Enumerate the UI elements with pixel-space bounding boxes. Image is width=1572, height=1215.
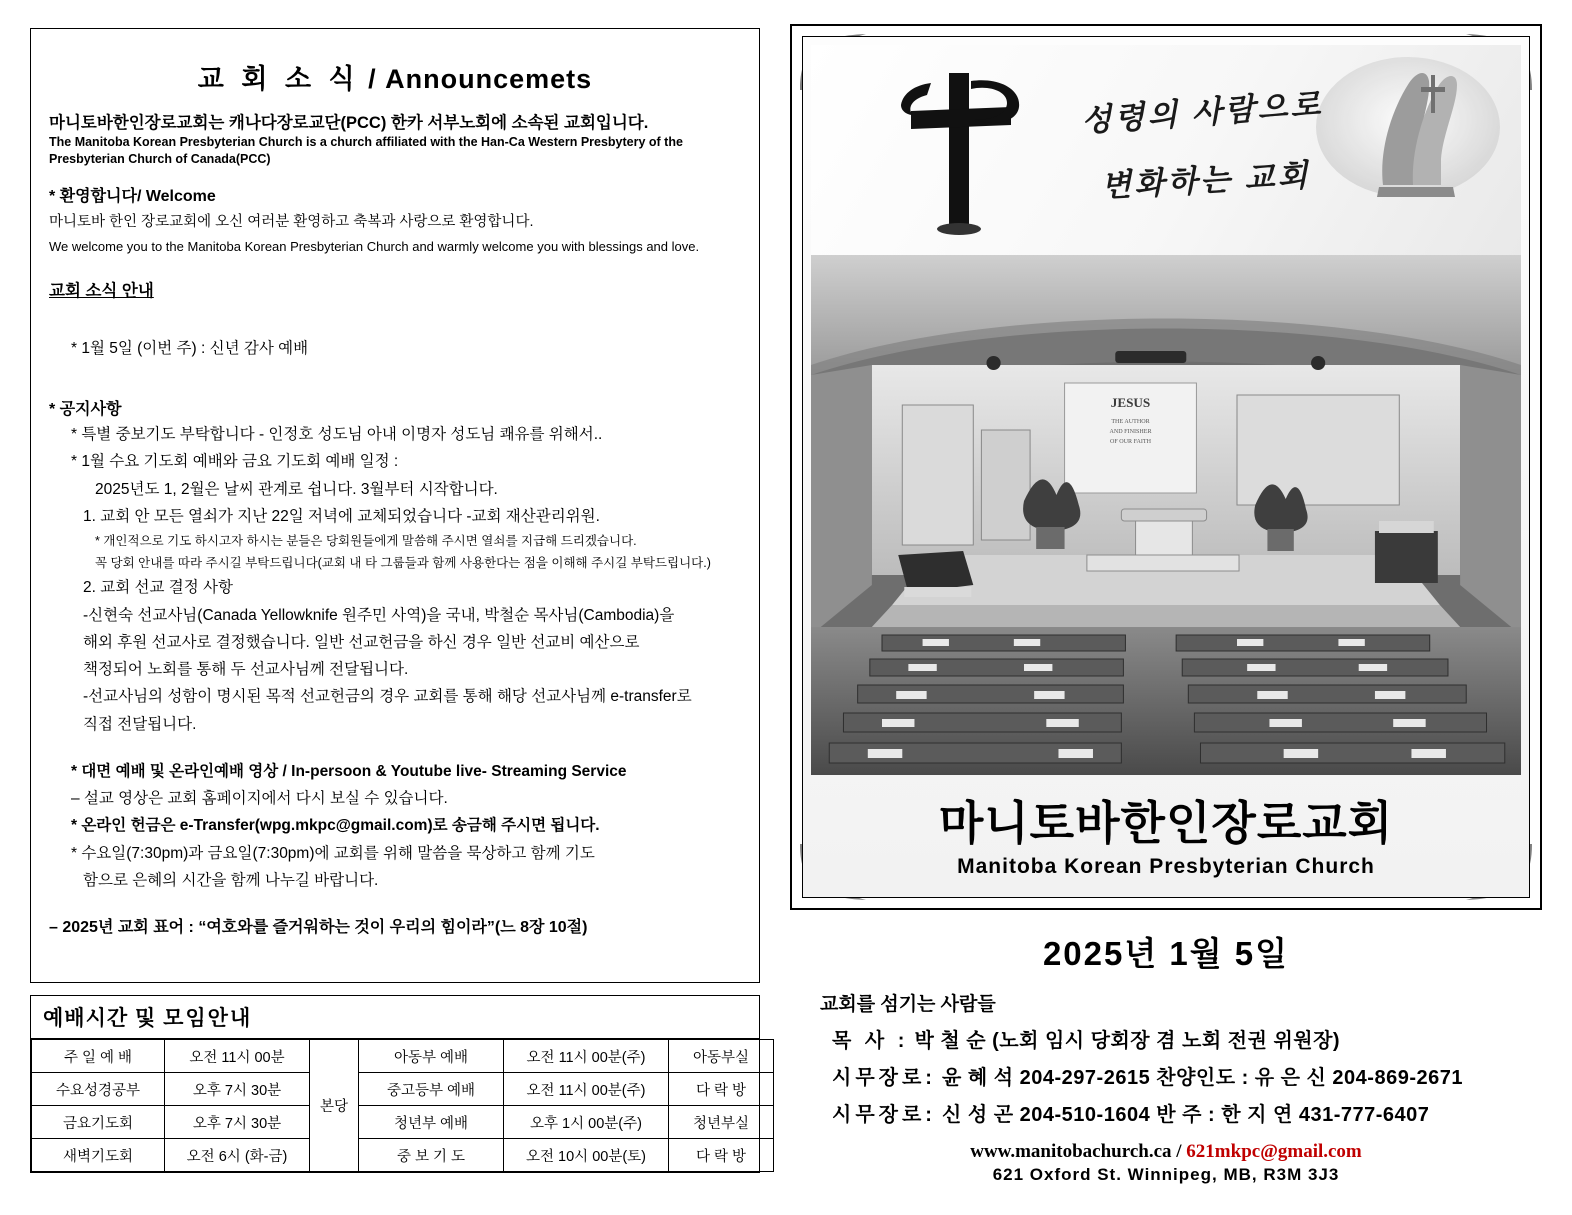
welcome-heading: * 환영합니다/ Welcome <box>49 187 216 205</box>
cover-column <box>790 24 1542 1194</box>
cell-group-location: 아동부실 <box>669 1040 774 1073</box>
servant-label: 시무장로: <box>832 1104 936 1126</box>
cell-service-time: 오후 7시 30분 <box>165 1073 310 1106</box>
bulletin-date: 2025년 1월 5일 <box>1042 935 1290 972</box>
prayer-time-line-2: 함으로 은혜의 시간을 함께 나누길 바랍니다. <box>83 871 379 889</box>
servants-heading: 교회를 섬기는 사람들 <box>820 994 996 1015</box>
cell-service-location: 본당 <box>310 1040 359 1172</box>
cell-service-name: 금요기도회 <box>32 1106 165 1139</box>
schedule-title-main: 예배시간 및 <box>43 1007 157 1030</box>
cell-group-time: 오후 1시 00분(주) <box>504 1106 669 1139</box>
servant-row-elder-1 <box>790 1061 1542 1090</box>
schedule-box <box>30 995 760 1173</box>
website-link[interactable]: www.manitobachurch.ca <box>970 1141 1172 1162</box>
cell-group-time: 오전 10시 00분(토) <box>504 1139 669 1172</box>
cell-group-name: 청년부 예배 <box>359 1106 504 1139</box>
calligraphy-line-1: 성령의 사람으로 <box>1080 86 1325 139</box>
servant-value: 윤 혜 석 204-297-2615 찬양인도 : 유 은 신 204-869-2671 <box>942 1067 1463 1089</box>
praying-hands-icon <box>1313 55 1503 205</box>
notice-item-5: * 개인적으로 기도 하시고자 하시는 분들은 당회원들에게 말씀해 주시면 열쇠를 지급해 드리겠습니다. <box>95 534 637 549</box>
servant-value: 박 철 순 (노회 임시 당회장 겸 노회 전권 위원장) <box>914 1030 1341 1052</box>
church-name-korean: 마니토바한인장로교회 <box>938 797 1394 849</box>
affiliation-english: The Manitoba Korean Presbyterian Church is a church affiliated with the Han-Ca Western Presbytery of the Presbyterian Church of Canada(PCC) <box>49 135 683 166</box>
table-row <box>32 1073 774 1106</box>
servant-row-pastor <box>790 1024 1542 1053</box>
notice-item-8: -신현숙 선교사님(Canada Yellowknife 원주민 사역)을 국내, 박철순 목사님(Cambodia)을 <box>83 606 675 624</box>
cover-inner <box>802 36 1530 898</box>
notice-heading: * 공지사항 <box>49 401 122 419</box>
table-row <box>32 1139 774 1172</box>
svg-text:AND FINISHER: AND FINISHER <box>1109 429 1152 435</box>
email-link[interactable]: 621mkpc@gmail.com <box>1186 1141 1362 1162</box>
affiliation-korean: 마니토바한인장로교회는 캐나다장로교단(PCC) 한카 서부노회에 소속된 교회입니다. <box>49 114 649 132</box>
cell-service-name: 새벽기도회 <box>32 1139 165 1172</box>
schedule-title <box>31 996 759 1039</box>
cell-group-name: 아동부 예배 <box>359 1040 504 1073</box>
cell-service-time: 오전 11시 00분 <box>165 1040 310 1073</box>
streaming-heading: * 대면 예배 및 온라인예배 영상 / In-persoon & Youtube live- Streaming Service <box>71 762 627 780</box>
announcements-title-separator: / <box>359 64 386 94</box>
news-item-1: * 1월 5일 (이번 주) : 신년 감사 예배 <box>71 339 309 357</box>
church-address: 621 Oxford St. Winnipeg, MB, R3M 3J3 <box>992 1165 1340 1184</box>
cell-group-location: 다 락 방 <box>669 1073 774 1106</box>
table-row <box>32 1106 774 1139</box>
notice-item-9: 해외 후원 선교사로 결정했습니다. 일반 선교헌금을 하신 경우 일반 선교비 예산으로 <box>83 633 640 651</box>
calligraphy-line-2: 변화하는 교회 <box>1100 157 1312 204</box>
schedule-table <box>31 1039 774 1172</box>
cover-frame <box>790 24 1542 910</box>
notice-item-1: * 특별 중보기도 부탁합니다 - 인정호 성도님 아내 이명자 성도님 쾌유를 위해서.. <box>71 426 603 444</box>
prayer-time-line-1: * 수요일(7:30pm)과 금요일(7:30pm)에 교회를 위해 말씀을 묵상하고 함께 기도 <box>71 844 595 862</box>
table-row <box>32 1040 774 1073</box>
notice-item-10: 책정되어 노회를 통해 두 선교사님께 전달됩니다. <box>83 661 409 679</box>
cover-header-art <box>811 45 1521 255</box>
announcements-box <box>30 28 760 983</box>
announcements-title-english: Announcemets <box>385 64 593 94</box>
cell-group-location: 다 락 방 <box>669 1139 774 1172</box>
online-offering-line: * 온라인 헌금은 e-Transfer(wpg.mkpc@gmail.com)로 송금해 주시면 됩니다. <box>71 817 600 835</box>
svg-text:OF OUR FAITH: OF OUR FAITH <box>1109 439 1152 445</box>
cell-group-location: 청년부실 <box>669 1106 774 1139</box>
notice-item-3: 2025년도 1, 2월은 날씨 관계로 쉽니다. 3월부터 시작합니다. <box>95 480 498 498</box>
streaming-line-1: – 설교 영상은 교회 홈페이지에서 다시 보실 수 있습니다. <box>71 790 448 808</box>
announcements-column <box>30 28 760 1173</box>
sanctuary-photo <box>811 255 1521 775</box>
cell-service-name: 수요성경공부 <box>32 1073 165 1106</box>
welcome-korean: 마니토바 한인 장로교회에 오신 여러분 환영하고 축복과 사랑으로 환영합니다. <box>49 213 534 230</box>
cell-service-name: 주 일 예 배 <box>32 1040 165 1073</box>
notice-item-2: * 1월 수요 기도회 예배와 금요 기도회 예배 일정 : <box>71 453 399 471</box>
servant-label: 시무장로: <box>832 1067 936 1089</box>
notice-item-6: 꼭 당회 안내를 따라 주시길 부탁드립니다(교회 내 타 그룹들과 함께 사용한다는 점을 이해해 주시길 부탁드립니다.) <box>95 556 711 571</box>
announcements-title <box>49 57 741 96</box>
notice-item-11: -선교사님의 성함이 명시된 목적 선교헌금의 경우 교회를 통해 해당 선교사님께 e-transfer로 <box>83 688 692 706</box>
cell-group-name: 중고등부 예배 <box>359 1073 504 1106</box>
cell-service-time: 오후 7시 30분 <box>165 1106 310 1139</box>
cell-group-time: 오전 11시 00분(주) <box>504 1040 669 1073</box>
contact-line <box>790 1141 1542 1163</box>
servant-value: 신 성 곤 204-510-1604 반 주 : 한 지 연 431-777-6407 <box>942 1104 1430 1126</box>
cross-logo-icon <box>871 63 1051 238</box>
year-motto: – 2025년 교회 표어 : “여호와를 즐거워하는 것이 우리의 힘이라”(느 8장 10절) <box>49 919 588 937</box>
notice-item-4: 1. 교회 안 모든 열쇠가 지난 22일 저녁에 교체되었습니다 -교회 재산관리위원. <box>83 507 600 525</box>
news-heading: 교회 소식 안내 <box>49 281 154 300</box>
svg-text:THE AUTHOR: THE AUTHOR <box>1111 419 1150 425</box>
church-name-english: Manitoba Korean Presbyterian Church <box>957 855 1375 878</box>
welcome-english: We welcome you to the Manitoba Korean Presbyterian Church and warmly welcome you with blessings and love. <box>49 239 700 255</box>
svg-text:JESUS: JESUS <box>1110 395 1151 410</box>
announcements-title-korean: 교 회 소 식 <box>197 64 360 94</box>
cell-group-time: 오전 11시 00분(주) <box>504 1073 669 1106</box>
cell-service-time: 오전 6시 (화-금) <box>165 1139 310 1172</box>
cell-group-name: 중 보 기 도 <box>359 1139 504 1172</box>
servant-label: 목 사 : <box>832 1030 909 1052</box>
schedule-title-sub: 모임안내 <box>163 1007 253 1030</box>
servant-row-elder-2 <box>790 1098 1542 1127</box>
contact-separator: / <box>1171 1141 1187 1162</box>
notice-item-7: 2. 교회 선교 결정 사항 <box>83 579 233 597</box>
notice-item-12: 직접 전달됩니다. <box>83 715 197 733</box>
